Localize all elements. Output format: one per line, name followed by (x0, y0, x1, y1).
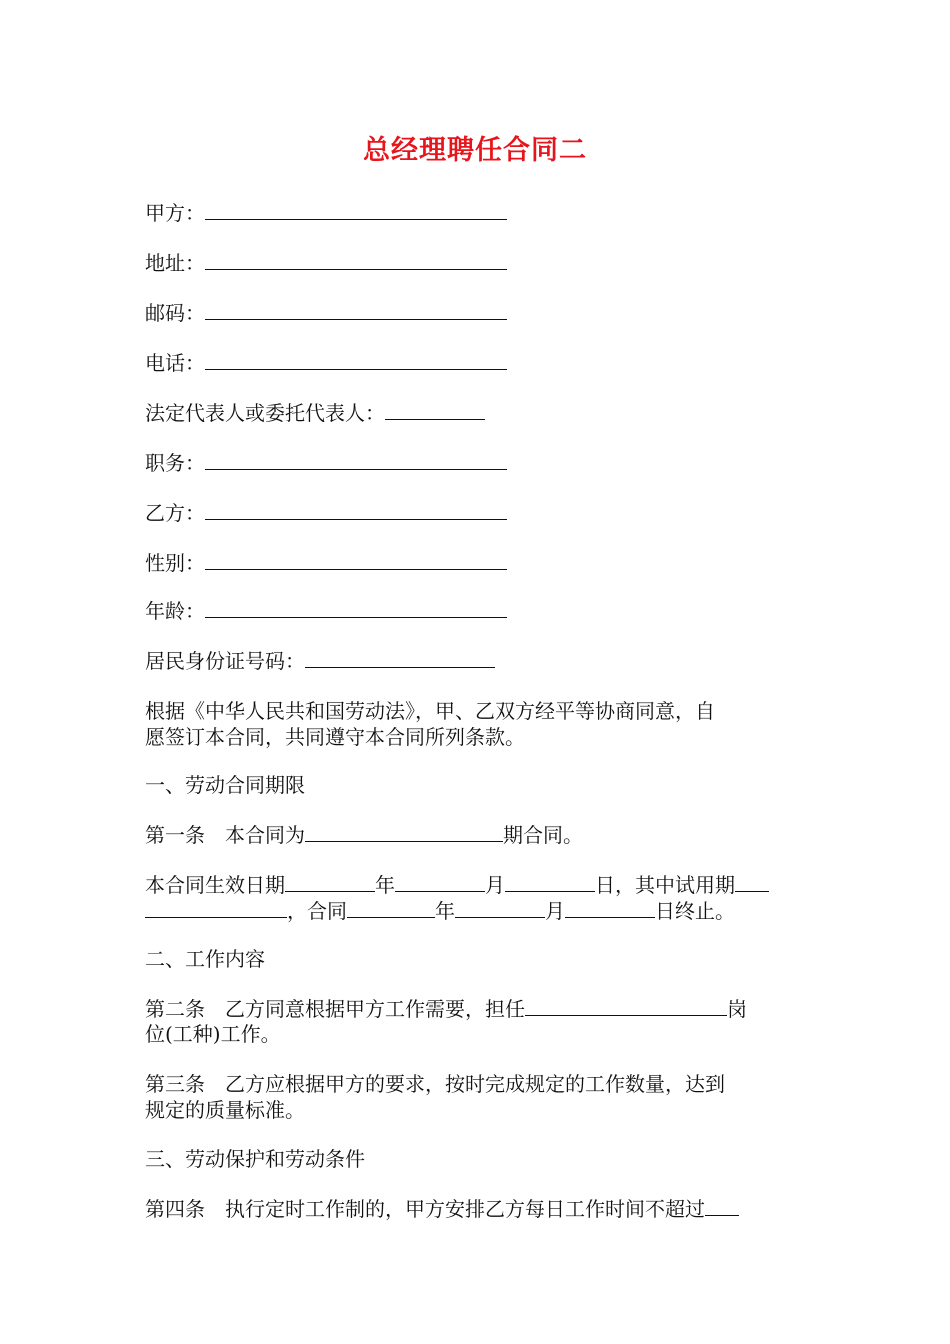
article-text: 第一条 本合同为 (145, 823, 305, 847)
field-label: 地址： (145, 251, 205, 275)
field-party-b (145, 500, 507, 526)
blank-line[interactable] (205, 251, 507, 270)
article-text: 本合同生效日期 (145, 873, 285, 897)
article-text: 岗 (727, 997, 747, 1021)
blank-line[interactable] (735, 873, 769, 892)
document-title: 总经理聘任合同二 (363, 135, 587, 166)
field-postcode (145, 300, 507, 326)
field-phone (145, 350, 507, 376)
article-2-line-2: 位(工种)工作。 (145, 1022, 281, 1046)
field-label: 乙方： (145, 501, 205, 525)
section-heading-1: 一、劳动合同期限 (145, 773, 305, 797)
blank-line[interactable] (705, 1197, 739, 1216)
month-label: 月 (545, 899, 565, 923)
article-text: ，合同 (287, 899, 347, 923)
blank-line[interactable] (505, 873, 595, 892)
field-label: 电话： (145, 351, 205, 375)
blank-line[interactable] (145, 899, 287, 918)
blank-line[interactable] (455, 899, 545, 918)
blank-line[interactable] (347, 899, 435, 918)
field-label: 甲方： (145, 201, 205, 225)
article-3-line-2: 规定的质量标准。 (145, 1098, 305, 1122)
blank-line[interactable] (395, 873, 485, 892)
field-address (145, 250, 507, 276)
blank-line[interactable] (205, 451, 507, 470)
blank-line[interactable] (305, 823, 503, 842)
blank-line[interactable] (205, 301, 507, 320)
month-label: 月 (485, 873, 505, 897)
article-text: 日终止。 (655, 899, 735, 923)
intro-line-1: 根据《中华人民共和国劳动法》，甲、乙双方经平等协商同意，自 (145, 699, 715, 723)
blank-line[interactable] (205, 599, 507, 618)
blank-line[interactable] (525, 997, 727, 1016)
blank-line[interactable] (205, 501, 507, 520)
article-4-line-1 (145, 1196, 739, 1222)
field-party-a (145, 200, 507, 226)
blank-line[interactable] (385, 401, 485, 420)
field-label: 职务： (145, 451, 205, 475)
article-1 (145, 822, 583, 848)
intro-line-2: 愿签订本合同，共同遵守本合同所列条款。 (145, 725, 525, 749)
section-heading-3: 三、劳动保护和劳动条件 (145, 1147, 365, 1171)
year-label: 年 (435, 899, 455, 923)
field-label: 邮码： (145, 301, 205, 325)
effective-date-line-2 (145, 898, 735, 924)
blank-line[interactable] (205, 551, 507, 570)
blank-line[interactable] (285, 873, 375, 892)
field-gender (145, 550, 507, 576)
effective-date-line-1 (145, 872, 769, 898)
article-2-line-1 (145, 996, 747, 1022)
blank-line[interactable] (205, 201, 507, 220)
blank-line[interactable] (565, 899, 655, 918)
year-label: 年 (375, 873, 395, 897)
field-age (145, 598, 507, 624)
article-text: 第四条 执行定时工作制的，甲方安排乙方每日工作时间不超过 (145, 1197, 705, 1221)
field-label: 居民身份证号码： (145, 649, 305, 673)
field-label: 年龄： (145, 599, 205, 623)
field-id-number (145, 648, 495, 674)
article-text: 期合同。 (503, 823, 583, 847)
field-position (145, 450, 507, 476)
article-text: 日，其中试用期 (595, 873, 735, 897)
field-label: 法定代表人或委托代表人： (145, 401, 385, 425)
article-text: 第二条 乙方同意根据甲方工作需要，担任 (145, 997, 525, 1021)
article-3-line-1: 第三条 乙方应根据甲方的要求，按时完成规定的工作数量，达到 (145, 1072, 725, 1096)
blank-line[interactable] (305, 649, 495, 668)
field-label: 性别： (145, 551, 205, 575)
blank-line[interactable] (205, 351, 507, 370)
section-heading-2: 二、工作内容 (145, 947, 265, 971)
field-legal-representative (145, 400, 485, 426)
